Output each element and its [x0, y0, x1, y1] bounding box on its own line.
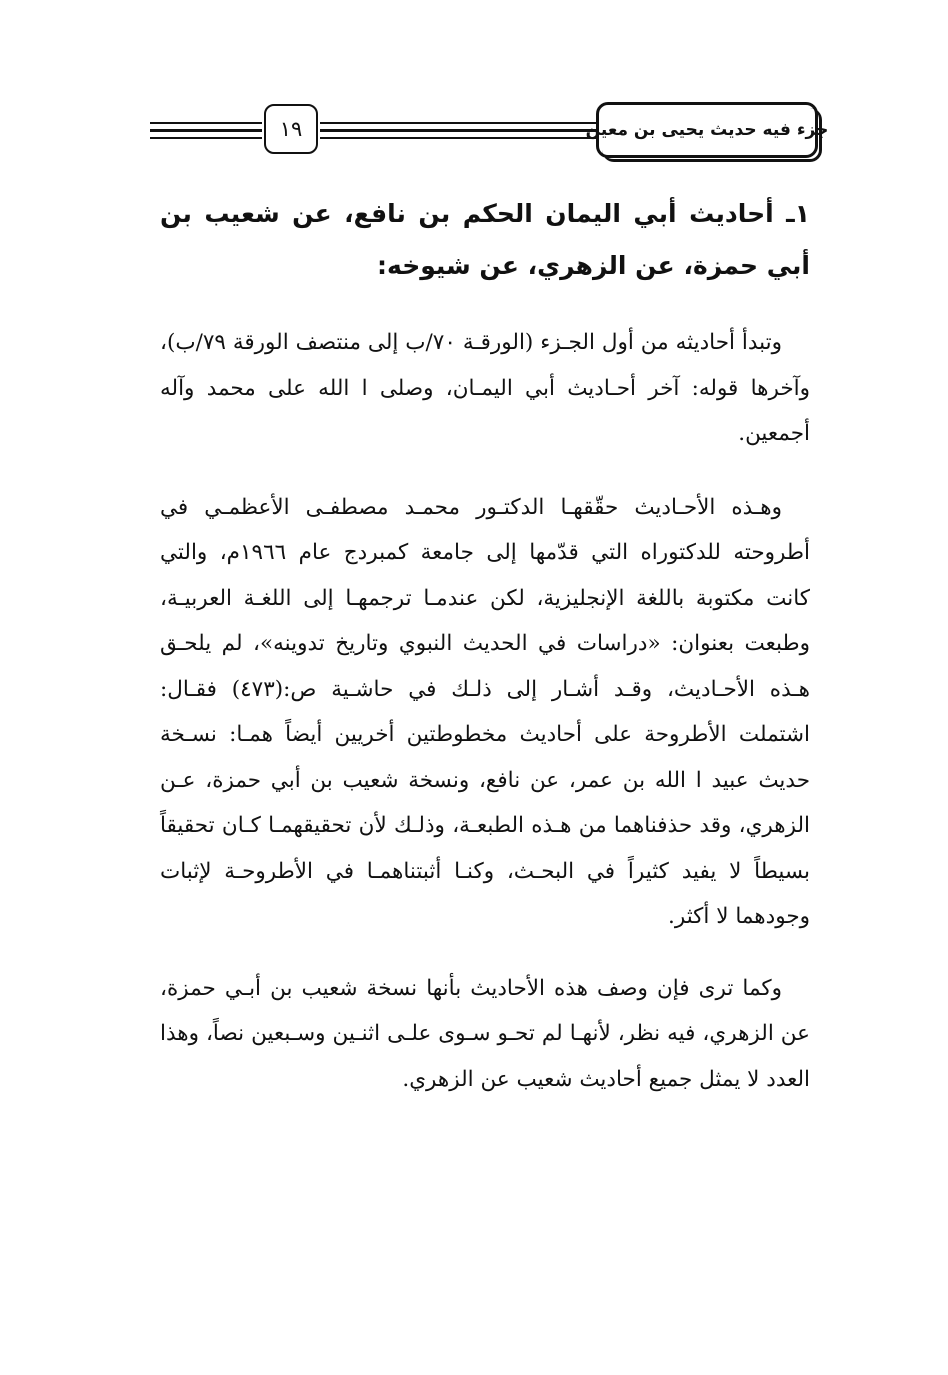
page-number: ١٩ — [264, 104, 318, 154]
section-heading: ١ـ أحاديث أبي اليمان الحكم بن نافع، عن شعيب بن أبي حمزة، عن الزهري، عن شيوخه: — [160, 199, 810, 280]
header-rule — [150, 129, 262, 132]
page-header — [150, 100, 829, 160]
header-rule — [150, 122, 262, 124]
paragraph-2: وهـذه الأحـاديث حقّقهـا الدكتـور محمـد مصطفـى الأعظمـي في أطروحته للدكتوراه التي قدّمها إلى جامعة كمبردج عام ١٩٦٦م، والتي كانت مكتوبة باللغة الإنجليزية، لكن عندمـا ترجمهـا إلى اللغـة العربيـة، وطبعت بعنوان: «دراسات في الحديث النبوي وتاريخ تدوينه»، لم يلحـق هـذه الأحـاديث، وقـد أشـار إلى ذلـك في حاشـية ص:(٤٧٣) فقـال: اشتملت الأطروحة على أحاديث مخطوطتين أخريين أيضاً همـا: نسـخة حديث عبيد ا الله بن عمر، عن نافع، ونسخة شعيب بن أبي حمزة، عـن الزهري، وقد حذفناهما من هـذه الطبعـة، وذلـك لأن تحقيقهمـا كـان تحقيقاً بسيطاً لا يفيد كثيراً في البحـث، وكنـا أثبتناهمـا في الأطروحـة لإثبات وجودهما لا أكثر. — [160, 494, 810, 929]
paragraph-1: وتبدأ أحاديثه من أول الجـزء (الورقـة ٧٠/ب إلى منتصف الورقة ٧٩/ب)، وآخرها قوله: آخر أحـاديث أبي اليمـان، وصلى ا الله على محمد وآله أجمعين. — [160, 330, 810, 446]
header-rule — [150, 137, 262, 139]
paragraph-3: وكما ترى فإن وصف هذه الأحاديث بأنها نسخة شعيب بن أبـي حمزة، عن الزهري، فيه نظر، لأنهـا لم تحـو سـوى علـى اثنـين وسـبعين نصاً، وهذا العدد لا يمثل جميع أحاديث شعيب عن الزهري. — [160, 975, 810, 1092]
header-rule — [320, 122, 598, 124]
header-rule — [320, 137, 598, 139]
header-rule — [320, 129, 598, 132]
running-title: جزء فيه حديث يحيى بن معين — [596, 102, 818, 158]
page-body — [160, 188, 810, 1126]
